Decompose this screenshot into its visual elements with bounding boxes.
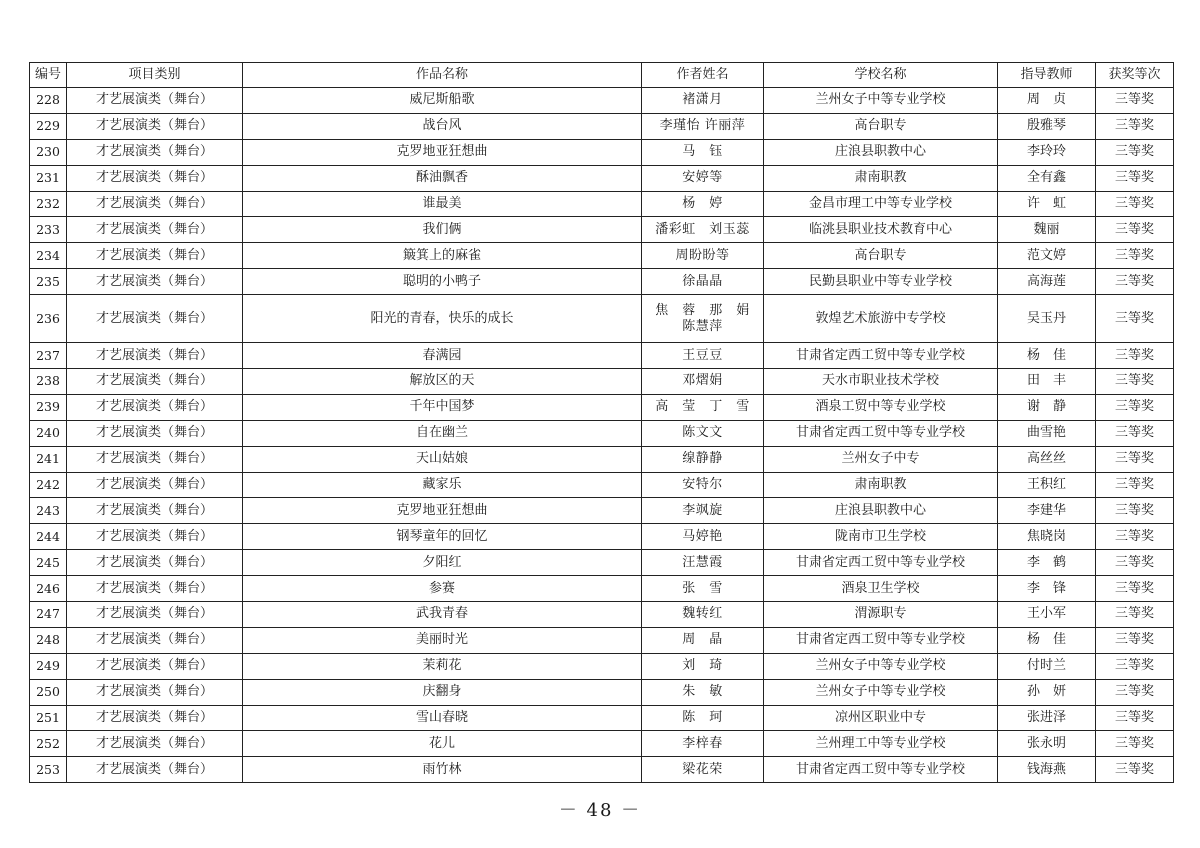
cell-school: 民勤县职业中等专业学校 [764,269,998,295]
cell-school: 甘肃省定西工贸中等专业学校 [764,757,998,783]
cell-id: 239 [30,394,67,420]
cell-work: 克罗地亚狂想曲 [243,139,642,165]
table-row [30,446,1174,472]
cell-teacher: 焦晓岗 [998,524,1096,550]
cell-award: 三等奖 [1096,524,1174,550]
cell-award: 三等奖 [1096,243,1174,269]
cell-school: 敦煌艺术旅游中专学校 [764,295,998,343]
cell-work: 谁最美 [243,191,642,217]
table-row [30,369,1174,395]
cell-author: 安特尔 [642,472,764,498]
table-row [30,243,1174,269]
cell-award: 三等奖 [1096,295,1174,343]
header-category: 项目类别 [67,63,243,88]
cell-id: 246 [30,576,67,602]
cell-work: 自在幽兰 [243,420,642,446]
cell-work: 克罗地亚狂想曲 [243,498,642,524]
cell-work: 簸箕上的麻雀 [243,243,642,269]
cell-category: 才艺展演类（舞台） [67,679,243,705]
cell-teacher: 许 虹 [998,191,1096,217]
header-award: 获奖等次 [1096,63,1174,88]
cell-work: 武我青春 [243,602,642,628]
cell-id: 237 [30,343,67,369]
cell-award: 三等奖 [1096,446,1174,472]
table-row [30,269,1174,295]
cell-school: 高台职专 [764,113,998,139]
cell-category: 才艺展演类（舞台） [67,369,243,395]
cell-work: 我们俩 [243,217,642,243]
cell-work: 美丽时光 [243,627,642,653]
cell-id: 236 [30,295,67,343]
cell-id: 243 [30,498,67,524]
cell-category: 才艺展演类（舞台） [67,394,243,420]
cell-category: 才艺展演类（舞台） [67,113,243,139]
cell-work: 战台风 [243,113,642,139]
cell-author: 李飒旋 [642,498,764,524]
cell-teacher: 魏丽 [998,217,1096,243]
cell-author: 李梓春 [642,731,764,757]
cell-award: 三等奖 [1096,420,1174,446]
cell-teacher: 张进泽 [998,705,1096,731]
cell-author: 魏转红 [642,602,764,628]
table-row [30,165,1174,191]
cell-id: 238 [30,369,67,395]
cell-teacher: 王小军 [998,602,1096,628]
cell-category: 才艺展演类（舞台） [67,191,243,217]
cell-work: 威尼斯船歌 [243,88,642,114]
cell-author: 安婷等 [642,165,764,191]
cell-work: 天山姑娘 [243,446,642,472]
table-row [30,731,1174,757]
cell-school: 兰州女子中等专业学校 [764,88,998,114]
cell-work: 钢琴童年的回忆 [243,524,642,550]
page-number: － 48 － [558,800,642,821]
cell-category: 才艺展演类（舞台） [67,165,243,191]
cell-category: 才艺展演类（舞台） [67,731,243,757]
author-line: 陈慧萍 [682,318,723,334]
cell-award: 三等奖 [1096,627,1174,653]
cell-category: 才艺展演类（舞台） [67,295,243,343]
cell-award: 三等奖 [1096,550,1174,576]
cell-award: 三等奖 [1096,139,1174,165]
header-work: 作品名称 [243,63,642,88]
cell-award: 三等奖 [1096,165,1174,191]
cell-work: 聪明的小鸭子 [243,269,642,295]
table-row [30,88,1174,114]
table-row [30,498,1174,524]
author-line: 焦 蓉 那 娟 [655,302,750,318]
cell-award: 三等奖 [1096,576,1174,602]
cell-author: 马婷艳 [642,524,764,550]
cell-school: 兰州女子中专 [764,446,998,472]
cell-work: 解放区的天 [243,369,642,395]
cell-school: 天水市职业技术学校 [764,369,998,395]
cell-category: 才艺展演类（舞台） [67,343,243,369]
table-row [30,705,1174,731]
cell-award: 三等奖 [1096,731,1174,757]
cell-award: 三等奖 [1096,679,1174,705]
cell-id: 245 [30,550,67,576]
cell-teacher: 张永明 [998,731,1096,757]
cell-work: 雨竹林 [243,757,642,783]
cell-id: 235 [30,269,67,295]
cell-school: 高台职专 [764,243,998,269]
cell-author: 周盼盼等 [642,243,764,269]
cell-category: 才艺展演类（舞台） [67,446,243,472]
award-table [29,62,1174,783]
cell-category: 才艺展演类（舞台） [67,705,243,731]
cell-school: 凉州区职业中专 [764,705,998,731]
cell-school: 兰州女子中等专业学校 [764,679,998,705]
cell-teacher: 全有鑫 [998,165,1096,191]
cell-teacher: 范文婷 [998,243,1096,269]
header-teacher: 指导教师 [998,63,1096,88]
cell-teacher: 李玲玲 [998,139,1096,165]
cell-teacher: 钱海燕 [998,757,1096,783]
cell-teacher: 周 贞 [998,88,1096,114]
cell-category: 才艺展演类（舞台） [67,472,243,498]
cell-school: 酒泉卫生学校 [764,576,998,602]
cell-id: 252 [30,731,67,757]
cell-category: 才艺展演类（舞台） [67,550,243,576]
cell-category: 才艺展演类（舞台） [67,757,243,783]
cell-author [642,295,764,343]
table-row [30,295,1174,343]
cell-school: 兰州理工中等专业学校 [764,731,998,757]
cell-work: 茉莉花 [243,653,642,679]
cell-award: 三等奖 [1096,472,1174,498]
cell-teacher: 杨 佳 [998,627,1096,653]
cell-work: 夕阳红 [243,550,642,576]
cell-school: 酒泉工贸中等专业学校 [764,394,998,420]
table-row [30,217,1174,243]
cell-id: 250 [30,679,67,705]
table-row [30,679,1174,705]
table-row [30,524,1174,550]
cell-award: 三等奖 [1096,369,1174,395]
cell-category: 才艺展演类（舞台） [67,243,243,269]
cell-award: 三等奖 [1096,498,1174,524]
cell-work: 雪山春晓 [243,705,642,731]
header-author: 作者姓名 [642,63,764,88]
cell-category: 才艺展演类（舞台） [67,602,243,628]
cell-award: 三等奖 [1096,653,1174,679]
cell-teacher: 王积红 [998,472,1096,498]
table-row [30,602,1174,628]
cell-work: 阳光的青春，快乐的成长 [243,295,642,343]
cell-award: 三等奖 [1096,757,1174,783]
cell-school: 兰州女子中等专业学校 [764,653,998,679]
cell-category: 才艺展演类（舞台） [67,524,243,550]
table-row [30,420,1174,446]
cell-teacher: 殷雅琴 [998,113,1096,139]
cell-author: 马 钰 [642,139,764,165]
cell-teacher: 吴玉丹 [998,295,1096,343]
cell-author: 刘 琦 [642,653,764,679]
cell-award: 三等奖 [1096,113,1174,139]
cell-teacher: 李 锋 [998,576,1096,602]
cell-work: 酥油飘香 [243,165,642,191]
cell-id: 244 [30,524,67,550]
cell-work: 藏家乐 [243,472,642,498]
cell-author: 汪慧霞 [642,550,764,576]
cell-award: 三等奖 [1096,394,1174,420]
cell-id: 229 [30,113,67,139]
cell-school: 甘肃省定西工贸中等专业学校 [764,550,998,576]
cell-id: 230 [30,139,67,165]
cell-school: 金昌市理工中等专业学校 [764,191,998,217]
cell-award: 三等奖 [1096,88,1174,114]
cell-work: 庆翻身 [243,679,642,705]
cell-school: 肃南职教 [764,165,998,191]
cell-school: 甘肃省定西工贸中等专业学校 [764,420,998,446]
cell-category: 才艺展演类（舞台） [67,420,243,446]
cell-category: 才艺展演类（舞台） [67,139,243,165]
table-body [30,88,1174,783]
cell-award: 三等奖 [1096,269,1174,295]
header-id: 编号 [30,63,67,88]
cell-teacher: 谢 静 [998,394,1096,420]
table-row [30,472,1174,498]
cell-teacher: 田 丰 [998,369,1096,395]
cell-teacher: 李 鹤 [998,550,1096,576]
cell-author: 张 雪 [642,576,764,602]
cell-teacher: 孙 妍 [998,679,1096,705]
cell-school: 甘肃省定西工贸中等专业学校 [764,343,998,369]
cell-id: 233 [30,217,67,243]
table-row [30,576,1174,602]
cell-category: 才艺展演类（舞台） [67,269,243,295]
cell-category: 才艺展演类（舞台） [67,576,243,602]
cell-id: 242 [30,472,67,498]
table-row [30,757,1174,783]
cell-id: 241 [30,446,67,472]
cell-school: 临洮县职业技术教育中心 [764,217,998,243]
cell-author: 邓熠娟 [642,369,764,395]
cell-id: 234 [30,243,67,269]
cell-author: 陈文文 [642,420,764,446]
cell-teacher: 高海莲 [998,269,1096,295]
cell-work: 花儿 [243,731,642,757]
cell-author: 徐晶晶 [642,269,764,295]
cell-category: 才艺展演类（舞台） [67,88,243,114]
cell-author: 李瑾怡 许丽萍 [642,113,764,139]
cell-school: 甘肃省定西工贸中等专业学校 [764,627,998,653]
cell-award: 三等奖 [1096,191,1174,217]
cell-author: 王豆豆 [642,343,764,369]
cell-school: 庄浪县职教中心 [764,139,998,165]
cell-work: 千年中国梦 [243,394,642,420]
cell-author: 潘彩虹 刘玉蕊 [642,217,764,243]
cell-teacher: 李建华 [998,498,1096,524]
cell-id: 251 [30,705,67,731]
cell-id: 247 [30,602,67,628]
table-header-row [30,63,1174,88]
cell-id: 249 [30,653,67,679]
table-row [30,191,1174,217]
cell-id: 253 [30,757,67,783]
cell-category: 才艺展演类（舞台） [67,217,243,243]
cell-award: 三等奖 [1096,217,1174,243]
cell-author: 陈 珂 [642,705,764,731]
cell-teacher: 杨 佳 [998,343,1096,369]
cell-school: 肃南职教 [764,472,998,498]
header-school: 学校名称 [764,63,998,88]
cell-work: 春满园 [243,343,642,369]
table-row [30,394,1174,420]
cell-id: 248 [30,627,67,653]
table-row [30,550,1174,576]
cell-category: 才艺展演类（舞台） [67,627,243,653]
cell-author: 高 莹 丁 雪 [642,394,764,420]
cell-school: 渭源职专 [764,602,998,628]
cell-teacher: 高丝丝 [998,446,1096,472]
cell-teacher: 付时兰 [998,653,1096,679]
table-row [30,113,1174,139]
cell-author: 周 晶 [642,627,764,653]
cell-award: 三等奖 [1096,343,1174,369]
table-row [30,653,1174,679]
cell-id: 240 [30,420,67,446]
table-row [30,139,1174,165]
cell-id: 228 [30,88,67,114]
cell-author: 杨 婷 [642,191,764,217]
cell-award: 三等奖 [1096,602,1174,628]
cell-work: 参赛 [243,576,642,602]
cell-teacher: 曲雪艳 [998,420,1096,446]
cell-id: 231 [30,165,67,191]
cell-author: 朱 敏 [642,679,764,705]
cell-author: 褚潇月 [642,88,764,114]
table-row [30,343,1174,369]
cell-category: 才艺展演类（舞台） [67,653,243,679]
cell-school: 庄浪县职教中心 [764,498,998,524]
cell-author: 缐静静 [642,446,764,472]
cell-category: 才艺展演类（舞台） [67,498,243,524]
cell-id: 232 [30,191,67,217]
cell-author: 梁花荣 [642,757,764,783]
cell-school: 陇南市卫生学校 [764,524,998,550]
cell-award: 三等奖 [1096,705,1174,731]
table-row [30,627,1174,653]
